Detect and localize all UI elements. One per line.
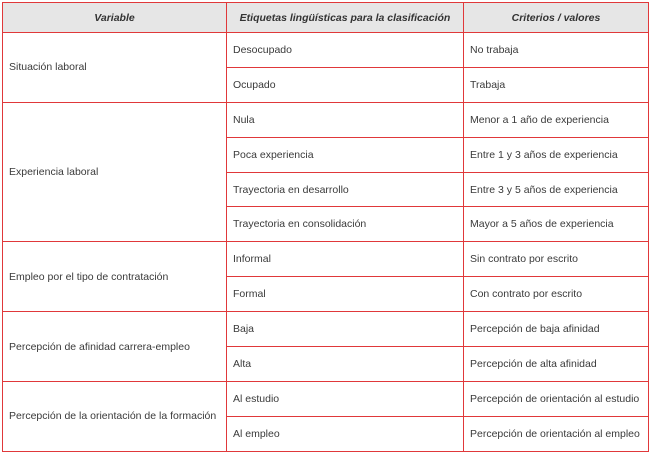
criterion-cell: Con contrato por escrito [464,277,649,312]
label-cell: Al empleo [227,416,464,451]
table-row [3,102,649,137]
variable-cell: Situación laboral [3,33,227,103]
header-criteria-values: Criterios / valores [464,3,649,33]
variable-cell: Experiencia laboral [3,102,227,242]
header-row [3,3,649,33]
label-cell: Trayectoria en consolidación [227,207,464,242]
variable-cell: Empleo por el tipo de contratación [3,242,227,312]
variable-cell: Percepción de la orientación de la formación [3,381,227,451]
header-variable: Variable [3,3,227,33]
criterion-cell: Percepción de orientación al empleo [464,416,649,451]
label-cell: Formal [227,277,464,312]
label-cell: Baja [227,312,464,347]
criterion-cell: Percepción de baja afinidad [464,312,649,347]
criterion-cell: Mayor a 5 años de experiencia [464,207,649,242]
label-cell: Trayectoria en desarrollo [227,172,464,207]
table-row [3,242,649,277]
criterion-cell: Menor a 1 año de experiencia [464,102,649,137]
table-row [3,381,649,416]
classification-table-container [2,2,648,452]
criterion-cell: Percepción de orientación al estudio [464,381,649,416]
table-row [3,312,649,347]
label-cell: Alta [227,347,464,382]
classification-table [2,2,649,452]
header-linguistic-labels: Etiquetas lingüísticas para la clasificación [227,3,464,33]
label-cell: Desocupado [227,33,464,68]
criterion-cell: No trabaja [464,33,649,68]
label-cell: Nula [227,102,464,137]
criterion-cell: Percepción de alta afinidad [464,347,649,382]
criterion-cell: Entre 3 y 5 años de experiencia [464,172,649,207]
criterion-cell: Entre 1 y 3 años de experiencia [464,137,649,172]
label-cell: Informal [227,242,464,277]
table-body [3,33,649,452]
label-cell: Ocupado [227,67,464,102]
label-cell: Al estudio [227,381,464,416]
label-cell: Poca experiencia [227,137,464,172]
variable-cell: Percepción de afinidad carrera-empleo [3,312,227,382]
criterion-cell: Sin contrato por escrito [464,242,649,277]
table-row [3,33,649,68]
table-header [3,3,649,33]
criterion-cell: Trabaja [464,67,649,102]
